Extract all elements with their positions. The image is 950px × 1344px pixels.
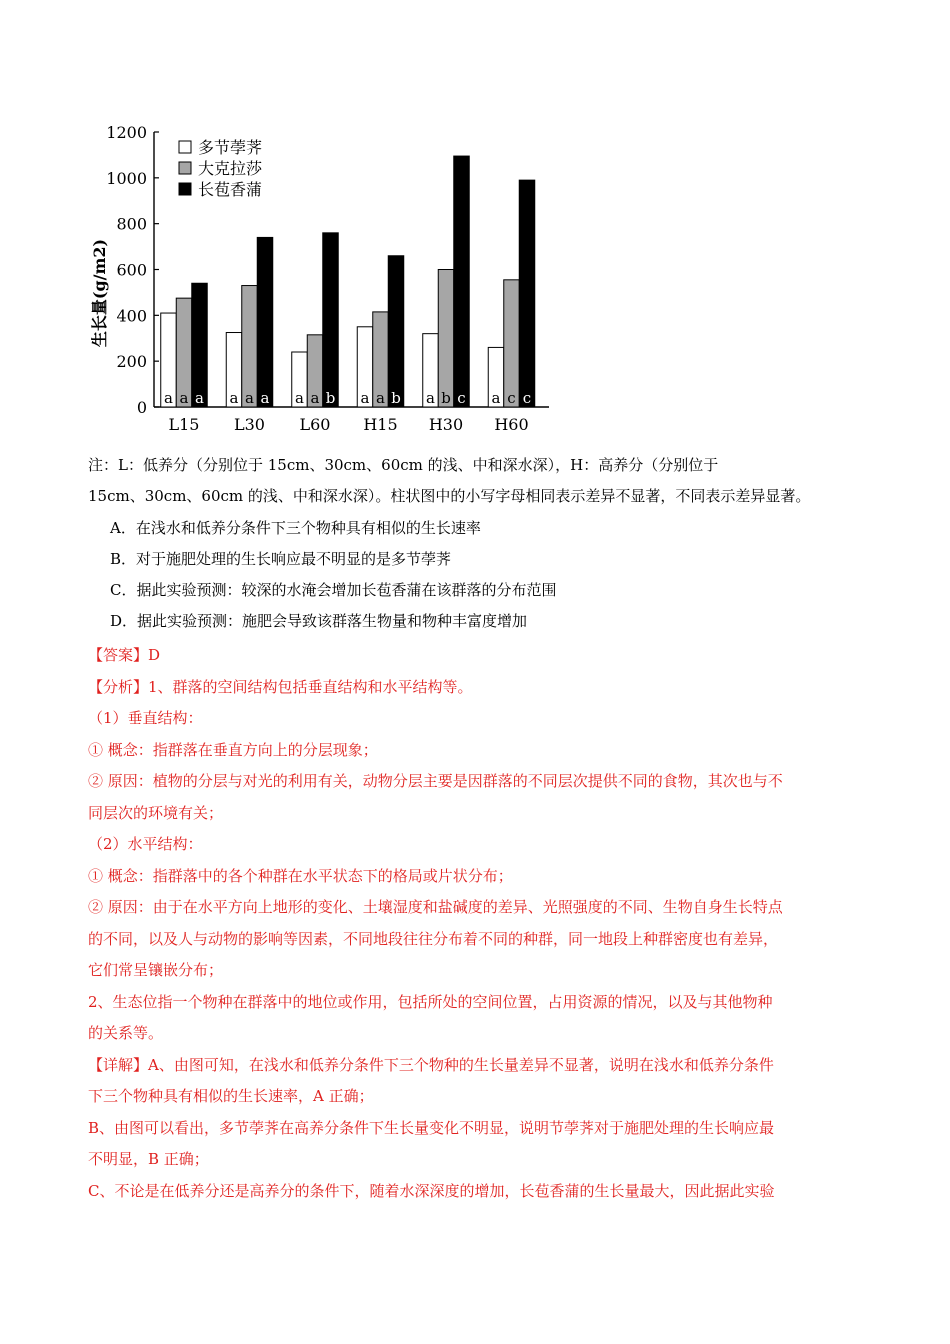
y-tick-label: 400 <box>116 306 147 326</box>
y-tick-label: 0 <box>136 398 147 417</box>
y-tick-label: 1200 <box>106 123 147 142</box>
figure-note <box>88 450 868 512</box>
bar <box>519 180 535 407</box>
significance-letter: a <box>426 389 435 407</box>
x-tick-label: H30 <box>428 415 464 434</box>
answer-tag: 【答案】 <box>88 646 149 664</box>
x-tick-label: H15 <box>363 415 398 434</box>
bar <box>438 270 454 408</box>
legend-swatch <box>179 162 191 174</box>
detail-line: C、不论是在低养分还是高养分的条件下，随着水深深度的增加，长苞香蒲的生长量最大，因此据此实验 <box>88 1181 775 1200</box>
y-tick-label: 1000 <box>106 168 147 188</box>
significance-letter: a <box>164 389 173 407</box>
legend-label: 长苞香蒲 <box>198 180 263 199</box>
significance-letter: a <box>229 389 239 407</box>
answer-value: D <box>148 646 161 664</box>
significance-letter: a <box>310 389 320 407</box>
x-tick-label: L15 <box>168 415 200 434</box>
bar <box>504 280 520 407</box>
significance-letter: a <box>195 389 204 407</box>
x-tick-label: L60 <box>299 415 331 434</box>
bar <box>454 156 470 407</box>
analysis-line: 的不同，以及人与动物的影响等因素，不同地段往往分布着不同的种群，同一地段上种群密度也有差异， <box>88 929 779 948</box>
significance-letter: c <box>507 389 516 407</box>
legend-swatch <box>179 141 191 153</box>
analysis-line: 同层次的环境有关； <box>88 803 224 822</box>
analysis-first: 1、群落的空间结构包括垂直结构和水平结构等。 <box>148 677 473 696</box>
x-tick-label: H60 <box>494 415 529 434</box>
significance-letter: a <box>179 389 189 407</box>
significance-letter: a <box>360 389 370 407</box>
significance-letter: b <box>325 389 336 407</box>
analysis-line: ② 原因：由于在水平方向上地形的变化、土壤湿度和盐碱度的差异、光照强度的不同、生物自身生长特点 <box>88 898 783 916</box>
significance-letter: b <box>391 389 401 407</box>
note-line-2: 15cm、30cm、60cm 的浅、中和深水深）。柱状图中的小写字母相同表示差异不显著，不同表示差异显著。 <box>88 487 811 505</box>
significance-letter: a <box>260 389 270 407</box>
significance-letter: a <box>245 389 254 407</box>
bar <box>323 233 339 407</box>
detail-first: A、由图可知，在浅水和低养分条件下三个物种的生长量差异不显著，说明在浅水和低养分条件 <box>148 1055 774 1074</box>
analysis-line: 2、生态位指一个物种在群落中的地位或作用，包括所处的空间位置，占用资源的情况，以及与其他物种 <box>88 992 773 1011</box>
analysis-line: （2）水平结构： <box>88 835 203 853</box>
analysis-line: 它们常呈镶嵌分布； <box>88 961 224 979</box>
detail-line: 下三个物种具有相似的生长速率，A 正确； <box>88 1087 374 1105</box>
detail-line: B、由图可以看出，多节荸荠在高养分条件下生长量变化不明显，说明节荸荠对于施肥处理的生长响应最 <box>88 1118 775 1137</box>
chart-legend <box>179 138 263 199</box>
significance-letter: c <box>522 389 532 407</box>
bar <box>257 237 273 407</box>
x-tick-label: L30 <box>234 415 265 434</box>
growth-bar-chart <box>88 115 558 440</box>
detail-line: 不明显，B 正确； <box>88 1150 209 1168</box>
legend-label: 大克拉莎 <box>198 159 263 178</box>
significance-letter: c <box>457 389 466 407</box>
y-axis-label: 生长量(g/m2) <box>90 238 109 348</box>
detail-tag: 【详解】 <box>88 1055 149 1074</box>
analysis-line: 的关系等。 <box>88 1024 164 1042</box>
bar <box>388 256 404 407</box>
answer-line <box>88 640 868 672</box>
legend-label: 多节荸荠 <box>198 138 263 157</box>
note-line-1: 注：L：低养分（分别位于 15cm、30cm、60cm 的浅、中和深水深），H：高养分（分别位于 <box>88 456 719 474</box>
option-c: C．据此实验预测：较深的水淹会增加长苞香蒲在该群落的分布范围 <box>110 581 557 599</box>
significance-letter: a <box>295 389 304 407</box>
answer-options <box>88 513 868 637</box>
significance-letter: b <box>441 389 451 407</box>
solution-section <box>88 640 868 1207</box>
significance-letter: a <box>491 389 501 407</box>
analysis-line-1 <box>88 672 868 704</box>
analysis-line: ① 概念：指群落在垂直方向上的分层现象； <box>88 740 378 759</box>
analysis-line: （1）垂直结构： <box>88 709 203 727</box>
option-d: D．据此实验预测：施肥会导致该群落生物量和物种丰富度增加 <box>110 612 528 630</box>
y-tick-label: 800 <box>116 214 147 234</box>
option-a: A．在浅水和低养分条件下三个物种具有相似的生长速率 <box>110 519 481 537</box>
detail-line-1 <box>88 1050 868 1082</box>
option-b: B．对于施肥处理的生长响应最不明显的是多节荸荠 <box>110 550 452 568</box>
legend-swatch <box>179 183 191 195</box>
significance-letter: a <box>376 389 385 407</box>
y-tick-label: 200 <box>116 352 147 372</box>
analysis-line: ② 原因：植物的分层与对光的利用有关，动物分层主要是因群落的不同层次提供不同的食物，其次也与不 <box>88 772 783 790</box>
analysis-tag: 【分析】 <box>88 677 149 696</box>
y-tick-label: 600 <box>116 260 147 280</box>
analysis-line: ① 概念：指群落中的各个种群在水平状态下的格局或片状分布； <box>88 866 513 885</box>
